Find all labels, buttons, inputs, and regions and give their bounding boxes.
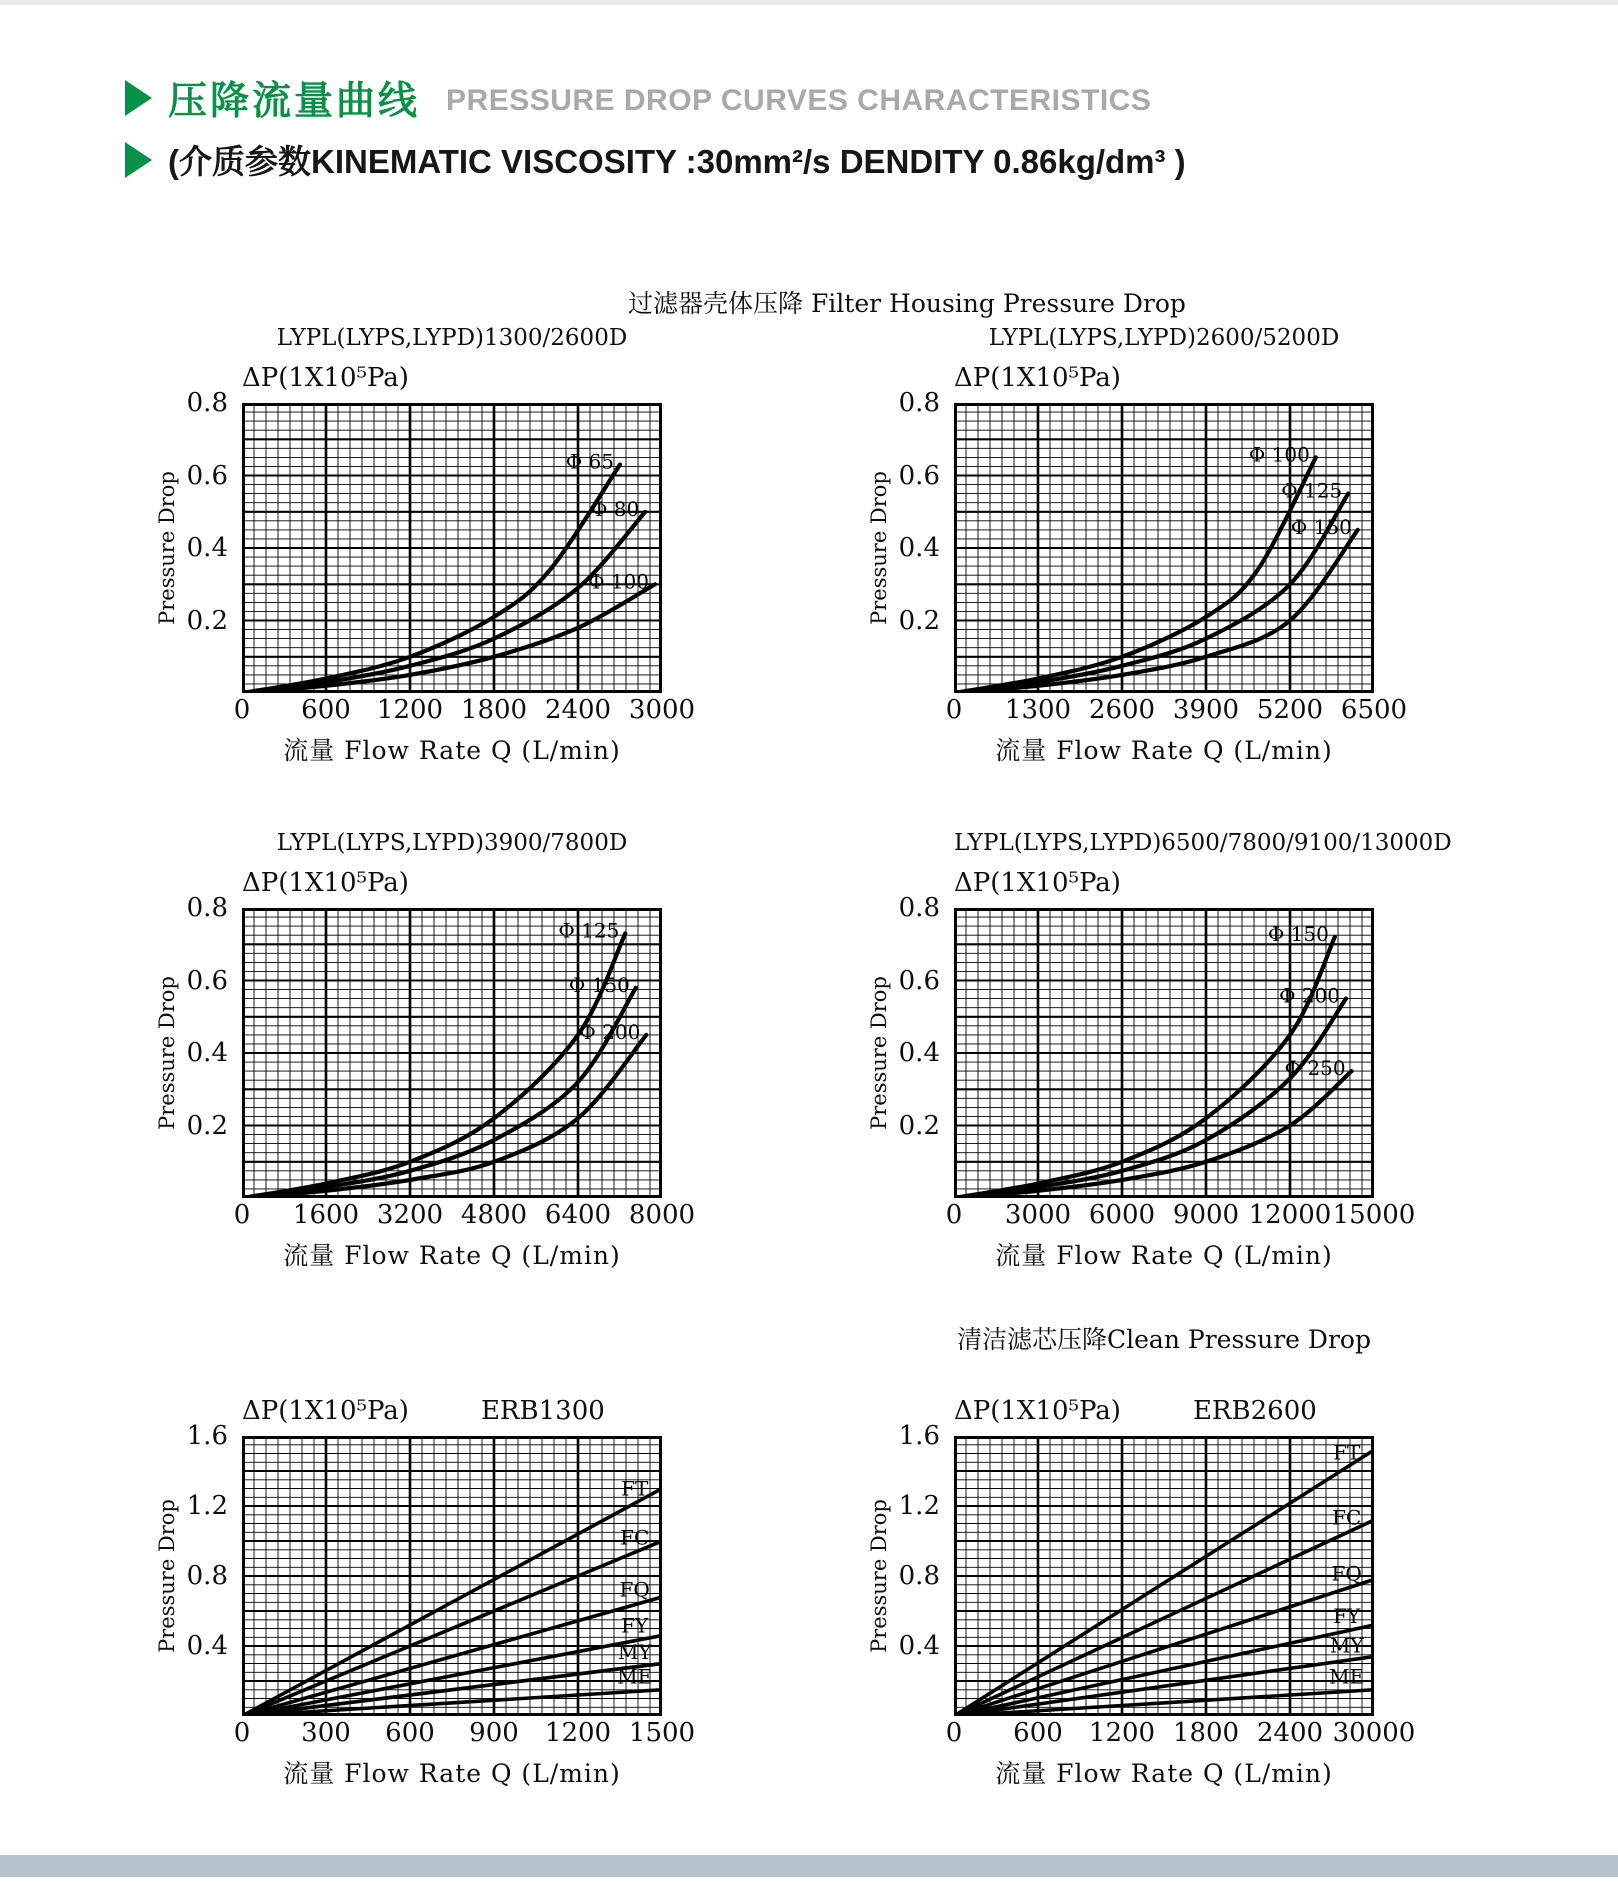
svg-text:MY: MY [1329,1633,1364,1658]
x-tick: 0 [945,1200,963,1230]
y-unit-label: ΔP(1X10⁵Pa) [242,363,409,393]
y-tick: 0.2 [186,1110,228,1141]
plot-area [242,403,662,693]
y-tick: 0.4 [898,1631,940,1661]
svg-text:Φ 125: Φ 125 [1281,478,1343,503]
svg-text:Φ 100: Φ 100 [1248,442,1310,467]
y-tick-labels [178,893,236,1198]
plot-wrap [155,1421,662,1716]
plot-area [954,1436,1374,1716]
x-tick: 1200 [544,1718,612,1748]
svg-text:Φ 80: Φ 80 [590,496,640,521]
plot-area [954,908,1374,1198]
y-tick: 0.4 [186,533,228,563]
y-axis-title: Pressure Drop [867,1499,891,1653]
svg-text:FY: FY [1333,1603,1361,1628]
y-unit-label: ΔP(1X10⁵Pa) [954,1396,1121,1426]
x-tick: 3000 [1004,1200,1072,1230]
y-tick-labels [890,1421,948,1716]
header-title-cjk: 压降流量曲线 [168,80,421,123]
x-tick: 3900 [1172,695,1240,725]
y-tick: 0.6 [898,965,940,996]
x-tick: 4800 [460,1200,528,1230]
svg-text:Φ 200: Φ 200 [579,1019,641,1044]
x-axis-title: 流量 Flow Rate Q (L/min) [283,1241,621,1270]
y-tick: 1.6 [186,1421,228,1451]
y-tick-labels [890,893,948,1198]
y-axis-title: Pressure Drop [155,976,179,1130]
x-tick-labels [233,1716,696,1752]
plot-area [242,908,662,1198]
header-title-en: PRESSURE DROP CURVES CHARACTERISTICS [446,84,1152,117]
x-tick: 0 [945,695,963,725]
svg-text:ME: ME [1329,1664,1365,1689]
plot-wrap [867,893,1374,1198]
x-axis-title: 流量 Flow Rate Q (L/min) [995,1759,1333,1788]
x-tick: 3000 [628,695,696,725]
y-tick: 0.8 [186,1561,228,1591]
svg-text:Φ 65: Φ 65 [565,449,614,474]
green-arrow-icon [125,80,152,116]
plot-wrap [867,1421,1374,1716]
chart-lypl-6500-13000d [864,830,1452,1272]
page-footer-band [0,1855,1618,1877]
x-tick: 600 [385,1718,435,1748]
y-tick: 1.6 [898,1421,940,1451]
header-subtitle: (介质参数KINEMATIC VISCOSITY :30mm²/s DENDITY 0.86kg/dm³ ) [168,143,1186,180]
chart-title: LYPL(LYPS,LYPD)2600/5200D [988,325,1340,351]
x-tick: 0 [233,1718,251,1748]
chart-title: LYPL(LYPS,LYPD)3900/7800D [276,830,628,856]
y-axis-title: Pressure Drop [155,1499,179,1653]
y-axis-title: Pressure Drop [867,976,891,1130]
y-tick: 0.8 [898,388,940,418]
page-top-edge [0,0,1618,5]
y-tick: 0.8 [186,388,228,418]
x-tick: 30000 [1332,1718,1416,1748]
svg-text:FQ: FQ [619,1577,650,1602]
x-tick: 0 [233,695,251,725]
x-tick: 600 [1013,1718,1063,1748]
y-axis-title: Pressure Drop [867,471,891,625]
x-axis-title: 流量 Flow Rate Q (L/min) [283,1759,621,1788]
x-tick: 2400 [1256,1718,1324,1748]
y-tick: 0.4 [898,533,940,563]
x-tick: 8000 [628,1200,696,1230]
section-title-housing: 过滤器壳体压降 Filter Housing Pressure Drop [628,289,1186,318]
y-unit-label: ΔP(1X10⁵Pa) [954,868,1121,898]
x-tick: 1300 [1004,695,1072,725]
plot-wrap [867,388,1374,693]
svg-text:Φ 150: Φ 150 [568,972,630,997]
y-tick: 0.6 [186,965,228,996]
x-tick: 5200 [1256,695,1324,725]
y-unit-label: ΔP(1X10⁵Pa) [242,1396,409,1426]
svg-text:FQ: FQ [1331,1561,1362,1586]
model-label: ERB1300 [480,1396,605,1426]
chart-erb1300 [152,1388,696,1790]
x-tick: 0 [233,1200,251,1230]
x-tick: 9000 [1172,1200,1240,1230]
y-tick: 0.8 [898,893,940,923]
y-tick: 0.4 [186,1038,228,1068]
chart-lypl-2600-5200d [864,325,1408,767]
chart-row-3 [0,1312,1618,1792]
x-tick: 600 [301,695,351,725]
x-tick-labels [233,693,696,729]
y-tick-labels [890,388,948,693]
x-tick: 1800 [460,695,528,725]
x-tick: 1500 [628,1718,696,1748]
y-tick: 1.2 [898,1491,940,1521]
x-tick: 1600 [292,1200,360,1230]
svg-text:FT: FT [1333,1440,1361,1465]
x-tick: 3200 [376,1200,444,1230]
plot-area [954,403,1374,693]
chart-lypl-3900-7800d [152,830,696,1272]
y-tick: 1.2 [186,1491,228,1521]
y-tick-labels [178,388,236,693]
svg-text:FY: FY [621,1613,649,1638]
x-tick: 6000 [1088,1200,1156,1230]
chart-erb2600 [864,1388,1416,1790]
y-tick: 0.6 [186,460,228,491]
svg-text:FC: FC [1332,1505,1362,1530]
x-tick: 1800 [1172,1718,1240,1748]
x-tick: 15000 [1332,1200,1416,1230]
y-tick: 0.4 [186,1631,228,1661]
y-tick: 0.8 [186,893,228,923]
x-tick: 6500 [1340,695,1408,725]
sub-header [125,136,1186,183]
x-tick-labels [945,693,1408,729]
chart-title: LYPL(LYPS,LYPD)1300/2600D [276,325,628,351]
svg-text:FC: FC [620,1525,650,1550]
chart-title: LYPL(LYPS,LYPD)6500/7800/9100/13000D [954,830,1452,856]
x-tick: 300 [301,1718,351,1748]
x-tick-labels [233,1198,696,1234]
svg-text:Φ 200: Φ 200 [1279,983,1340,1008]
y-unit-label: ΔP(1X10⁵Pa) [242,868,409,898]
x-axis-title: 流量 Flow Rate Q (L/min) [995,1241,1333,1270]
x-axis-title: 流量 Flow Rate Q (L/min) [995,736,1333,765]
x-tick: 2600 [1088,695,1156,725]
svg-text:Φ 250: Φ 250 [1284,1056,1346,1081]
plot-area [242,1436,662,1716]
plot-wrap [155,388,662,693]
y-axis-title: Pressure Drop [155,471,179,625]
x-tick: 12000 [1248,1200,1332,1230]
y-tick: 0.2 [898,605,940,636]
x-tick: 6400 [544,1200,612,1230]
svg-text:Φ 150: Φ 150 [1290,514,1352,539]
svg-text:Φ 125: Φ 125 [558,918,620,943]
green-arrow-icon [125,142,152,178]
y-tick: 0.2 [898,1110,940,1141]
section-title-clean: 清洁滤芯压降Clean Pressure Drop [957,1325,1371,1354]
svg-text:ME: ME [617,1664,653,1689]
y-tick: 0.2 [186,605,228,636]
x-tick: 2400 [544,695,612,725]
x-axis-title: 流量 Flow Rate Q (L/min) [283,736,621,765]
x-tick-labels [945,1198,1416,1234]
model-label: ERB2600 [1192,1396,1317,1426]
y-tick-labels [178,1421,236,1716]
svg-text:Φ 150: Φ 150 [1267,922,1329,946]
svg-text:FT: FT [621,1476,649,1501]
x-tick: 1200 [376,695,444,725]
x-tick: 0 [945,1718,963,1748]
y-tick: 0.8 [898,1561,940,1591]
y-tick: 0.4 [898,1038,940,1068]
x-tick: 1200 [1088,1718,1156,1748]
y-tick: 0.6 [898,460,940,491]
svg-text:MY: MY [617,1639,652,1664]
y-unit-label: ΔP(1X10⁵Pa) [954,363,1121,393]
x-tick: 900 [469,1718,519,1748]
main-header [125,70,1151,126]
plot-wrap [155,893,662,1198]
x-tick-labels [945,1716,1416,1752]
svg-text:Φ 100: Φ 100 [588,569,649,594]
chart-lypl-1300-2600d [152,325,696,767]
